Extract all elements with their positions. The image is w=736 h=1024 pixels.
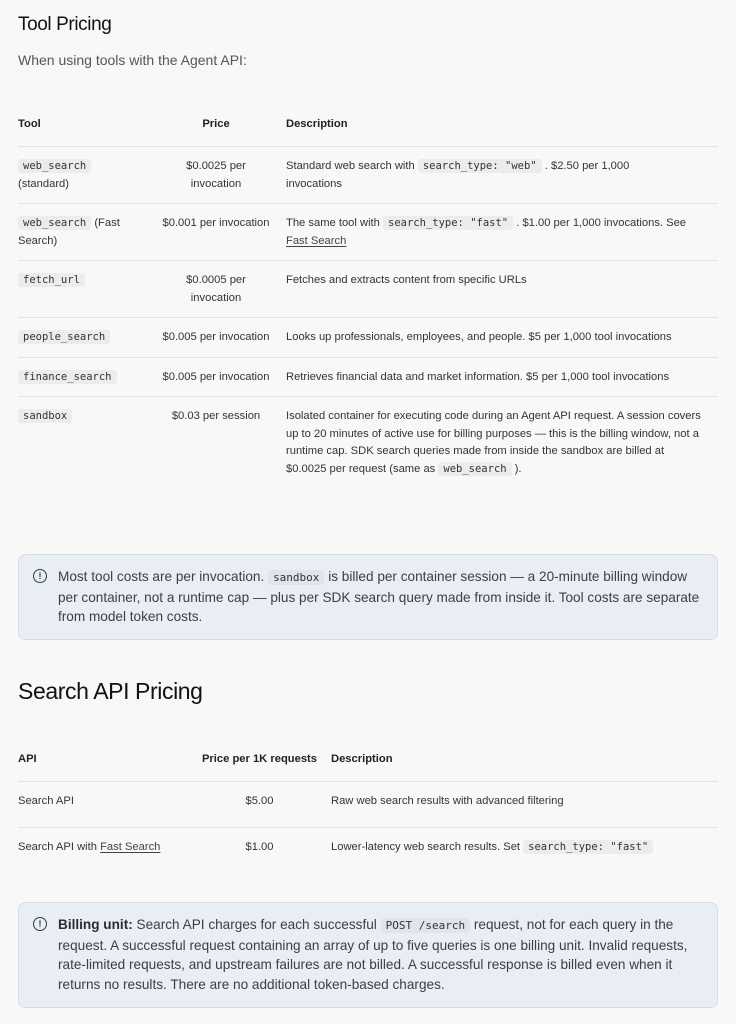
api-name: Search API	[18, 782, 188, 828]
column-header-price: Price per 1K requests	[201, 753, 318, 765]
table-row	[18, 357, 718, 397]
tool-name-code: people_search	[18, 330, 110, 344]
fast-search-link[interactable]: Fast Search	[286, 234, 347, 247]
api-price: $1.00	[188, 828, 331, 874]
table-header-row	[18, 102, 718, 147]
inline-code: sandbox	[268, 570, 324, 585]
tool-description: Looks up professionals, employees, and people. $5 per 1,000 tool invocations	[286, 318, 718, 358]
api-name: Search API with Fast Search	[18, 828, 188, 874]
inline-code: search_type: "web"	[418, 159, 542, 173]
info-icon: !	[33, 569, 47, 583]
tool-name-code: web_search	[18, 159, 91, 173]
column-header-tool: Tool	[18, 118, 41, 130]
tool-name-code: finance_search	[18, 370, 117, 384]
tool-name-code: sandbox	[18, 409, 72, 423]
inline-code: web_search	[438, 462, 511, 476]
search-pricing-title: Search API Pricing	[18, 678, 203, 704]
table-row	[18, 318, 718, 358]
inline-code: search_type: "fast"	[523, 840, 653, 854]
tool-name-suffix: (Fast Search)	[18, 217, 120, 247]
tool-pricing-title: Tool Pricing	[18, 14, 112, 35]
tool-price: $0.0025 per invocation	[146, 147, 286, 204]
table-header-row	[18, 737, 718, 782]
tool-price: $0.005 per invocation	[146, 357, 286, 397]
table-row	[18, 397, 718, 489]
table-row	[18, 261, 718, 318]
info-icon: !	[33, 917, 47, 931]
column-header-api: API	[18, 753, 37, 765]
tool-price: $0.001 per invocation	[146, 204, 286, 261]
column-header-price: Price	[202, 118, 230, 130]
tool-description: Retrieves financial data and market information. $5 per 1,000 tool invocations	[286, 357, 718, 397]
tool-pricing-intro: When using tools with the Agent API:	[18, 52, 247, 68]
fast-search-link[interactable]: Fast Search	[100, 841, 161, 853]
tool-description: Isolated container for executing code during an Agent API request. A session covers up to 20 minutes of active use for billing purposes — this is the billing window, not a runtime cap. SDK search queries made from inside the sandbox are billed at $0.0025 per request (same as web_search ).	[286, 397, 718, 489]
tool-description: Standard web search with search_type: "web" . $2.50 per 1,000 invocations	[286, 147, 718, 204]
inline-code: POST /search	[381, 918, 470, 933]
column-header-description: Description	[286, 118, 348, 130]
api-price: $5.00	[188, 782, 331, 828]
tool-cost-callout: ! Most tool costs are per invocation. sandbox is billed per container session — a 20-minute billing window per container, not a runtime cap — plus per SDK search query made from inside it. Tool costs are separate from model token costs.	[18, 554, 718, 640]
tool-price: $0.005 per invocation	[146, 318, 286, 358]
table-row	[18, 782, 718, 828]
tool-name-code: fetch_url	[18, 273, 85, 287]
tool-price: $0.03 per session	[146, 397, 286, 489]
tool-pricing-table	[18, 102, 718, 488]
search-pricing-table	[18, 737, 718, 873]
table-row	[18, 147, 718, 204]
table-row	[18, 828, 718, 874]
tool-name-suffix: (standard)	[18, 177, 69, 190]
inline-code: search_type: "fast"	[383, 216, 513, 230]
column-header-description: Description	[331, 753, 393, 765]
table-row	[18, 204, 718, 261]
api-description: Raw web search results with advanced filtering	[331, 782, 718, 828]
billing-unit-callout: ! Billing unit: Search API charges for each successful POST /search request, not for each query in the request. A successful request containing an array of up to five queries is one billing unit. Invalid requests, rate-limited requests, and upstream failures are not billed. A successful response is billed even when it returns no results. There are no additional token-based charges.	[18, 902, 718, 1008]
tool-description: The same tool with search_type: "fast" . $1.00 per 1,000 invocations. See Fast Search	[286, 204, 718, 261]
tool-name-code: web_search	[18, 216, 91, 230]
api-description: Lower-latency web search results. Set search_type: "fast"	[331, 828, 718, 874]
tool-description: Fetches and extracts content from specific URLs	[286, 261, 718, 318]
callout-label: Billing unit:	[58, 917, 133, 932]
tool-price: $0.0005 per invocation	[146, 261, 286, 318]
